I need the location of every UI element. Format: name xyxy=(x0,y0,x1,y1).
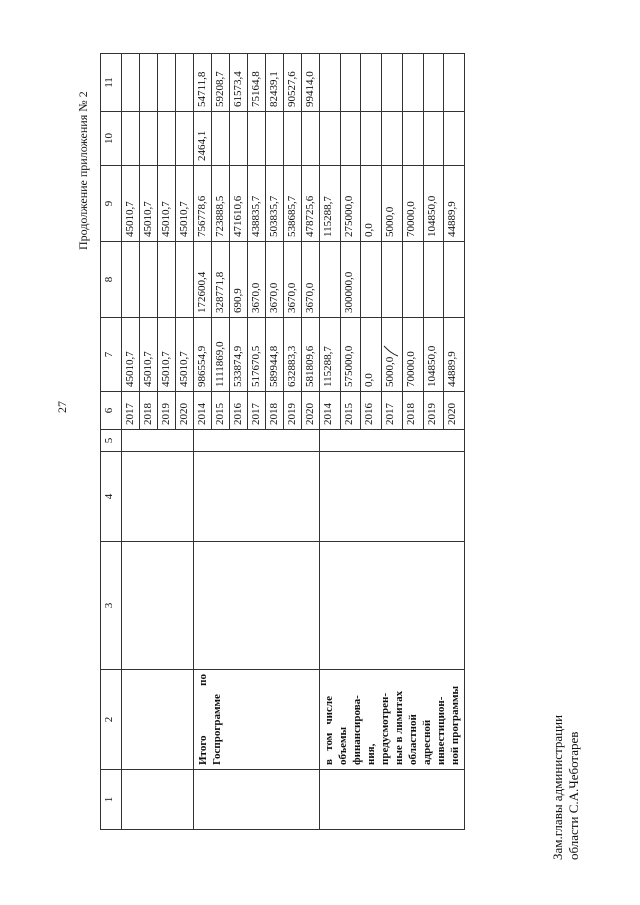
year-cell: 2017 xyxy=(122,392,140,430)
value-cell-c8 xyxy=(158,242,176,318)
value-cell-c8: 172600,4 xyxy=(194,242,212,318)
value-cell-c7: 45010,7 xyxy=(140,318,158,392)
value-cell-c11 xyxy=(158,54,176,112)
value-cell-c7: 115288,7 xyxy=(320,318,341,392)
column-number-1: 1 xyxy=(101,770,122,830)
value-cell-c10 xyxy=(122,112,140,166)
value-cell-c10 xyxy=(158,112,176,166)
value-cell-c10 xyxy=(361,112,382,166)
value-cell-c9: 45010,7 xyxy=(122,166,140,242)
value-cell-c7: 575000,0 xyxy=(340,318,361,392)
value-cell-c11 xyxy=(423,54,444,112)
year-cell: 2014 xyxy=(320,392,341,430)
value-cell-c7: 104850,0 xyxy=(423,318,444,392)
year-cell: 2014 xyxy=(194,392,212,430)
column-number-11: 11 xyxy=(101,54,122,112)
value-cell-c11 xyxy=(382,54,403,112)
year-cell: 2017 xyxy=(248,392,266,430)
value-cell-c10 xyxy=(212,112,230,166)
financing-table xyxy=(100,53,465,830)
value-cell-c10 xyxy=(382,112,403,166)
value-cell-c10 xyxy=(284,112,302,166)
value-cell-c8: 690,9 xyxy=(230,242,248,318)
value-cell-c11: 59208,7 xyxy=(212,54,230,112)
year-cell: 2018 xyxy=(140,392,158,430)
value-cell-c11 xyxy=(340,54,361,112)
value-cell-c8 xyxy=(122,242,140,318)
value-cell-c11: 75164,8 xyxy=(248,54,266,112)
value-cell-c10: 2464,1 xyxy=(194,112,212,166)
value-cell-c7: 986554,9 xyxy=(194,318,212,392)
value-cell-c8: 300000,0 xyxy=(340,242,361,318)
value-cell-c11: 82439,1 xyxy=(266,54,284,112)
pen-stroke-mark xyxy=(382,344,400,358)
total-label-line1 xyxy=(196,674,210,765)
value-cell-c7: 0,0 xyxy=(361,318,382,392)
value-cell-c9: 104850,0 xyxy=(423,166,444,242)
column-number-2: 2 xyxy=(101,670,122,770)
value-cell-c10 xyxy=(140,112,158,166)
value-cell-c9: 115288,7 xyxy=(320,166,341,242)
value-cell-c10 xyxy=(302,112,320,166)
total-row xyxy=(194,54,212,830)
value-cell-c7: 589944,8 xyxy=(266,318,284,392)
value-cell-c9: 70000,0 xyxy=(402,166,423,242)
value-cell-c10 xyxy=(266,112,284,166)
value-cell-c10 xyxy=(320,112,341,166)
column-number-10: 10 xyxy=(101,112,122,166)
invest-label-line: адресной xyxy=(421,719,433,765)
value-cell-c9: 538685,7 xyxy=(284,166,302,242)
value-cell-c9: 5000,0 xyxy=(382,166,403,242)
value-cell-c8: 3670,0 xyxy=(302,242,320,318)
value-cell-c10 xyxy=(230,112,248,166)
value-cell-c7: 581809,6 xyxy=(302,318,320,392)
column-number-6: 6 xyxy=(101,392,122,430)
value-cell-c8: 328771,8 xyxy=(212,242,230,318)
signature-name: области С.А.Чеботарев xyxy=(566,731,581,860)
value-cell-c11: 61573,4 xyxy=(230,54,248,112)
prev-empty-col-1 xyxy=(122,770,194,830)
invest-col3 xyxy=(320,542,465,670)
value-cell-c8 xyxy=(176,242,194,318)
value-cell-c10 xyxy=(248,112,266,166)
invest-col1 xyxy=(320,770,465,830)
value-cell-c8 xyxy=(361,242,382,318)
value-cell-c7: 632883,3 xyxy=(284,318,302,392)
prev-empty-col-5 xyxy=(122,430,194,452)
value-cell-c8 xyxy=(382,242,403,318)
year-cell: 2017 xyxy=(382,392,403,430)
invest-row xyxy=(320,54,341,830)
year-cell: 2019 xyxy=(158,392,176,430)
value-cell-c9: 45010,7 xyxy=(158,166,176,242)
year-cell: 2015 xyxy=(212,392,230,430)
total-col3 xyxy=(194,542,320,670)
year-cell: 2018 xyxy=(402,392,423,430)
value-cell-c8: 3670,0 xyxy=(266,242,284,318)
year-cell: 2015 xyxy=(340,392,361,430)
value-cell-c7: 533874,9 xyxy=(230,318,248,392)
value-cell-c9: 756778,6 xyxy=(194,166,212,242)
page-number: 27 xyxy=(55,401,69,413)
value-cell-c10 xyxy=(444,112,465,166)
value-cell-c8 xyxy=(320,242,341,318)
total-label-left: Итого xyxy=(197,735,209,765)
continuation-subtitle: Продолжение приложения № 2 xyxy=(76,91,90,250)
value-cell-c11: 54711,8 xyxy=(194,54,212,112)
rotated-landscape-content xyxy=(10,10,620,890)
column-number-row xyxy=(101,54,122,830)
value-cell-c7: 1111869,0 xyxy=(212,318,230,392)
value-cell-c7: 517670,5 xyxy=(248,318,266,392)
value-cell-c9: 45010,7 xyxy=(140,166,158,242)
value-cell-c11 xyxy=(122,54,140,112)
value-cell-c7: 45010,7 xyxy=(176,318,194,392)
value-cell-c8 xyxy=(140,242,158,318)
signature-position: Зам.главы администрации xyxy=(550,714,565,860)
invest-label-line: инвестицион- xyxy=(435,696,447,765)
value-cell-c11 xyxy=(444,54,465,112)
year-cell: 2020 xyxy=(176,392,194,430)
value-cell-c9: 503835,7 xyxy=(266,166,284,242)
total-label xyxy=(194,670,320,770)
year-cell: 2018 xyxy=(266,392,284,430)
value-cell-c11 xyxy=(320,54,341,112)
value-cell-c8: 3670,0 xyxy=(248,242,266,318)
value-cell-c8 xyxy=(444,242,465,318)
value-cell-c7: 5000,0 xyxy=(382,318,403,392)
value-cell-c9: 44889,9 xyxy=(444,166,465,242)
value-cell-c9: 275000,0 xyxy=(340,166,361,242)
signature-block xyxy=(550,715,582,860)
column-number-7: 7 xyxy=(101,318,122,392)
value-cell-c8: 3670,0 xyxy=(284,242,302,318)
value-cell-c7: 70000,0 xyxy=(402,318,423,392)
total-label-right: по xyxy=(197,674,209,686)
value-cell-c11: 99414,0 xyxy=(302,54,320,112)
value-cell-c9: 45010,7 xyxy=(176,166,194,242)
prev-empty-col-4 xyxy=(122,452,194,542)
value-cell-c11: 90527,6 xyxy=(284,54,302,112)
total-col4 xyxy=(194,452,320,542)
invest-label-line: объемы xyxy=(337,726,349,765)
invest-label-line: финансирова- xyxy=(351,695,363,765)
column-number-4: 4 xyxy=(101,452,122,542)
value-cell-c11 xyxy=(176,54,194,112)
invest-label-line: ной программы xyxy=(449,685,461,765)
year-cell: 2019 xyxy=(423,392,444,430)
column-number-8: 8 xyxy=(101,242,122,318)
value-cell-c7: 45010,7 xyxy=(158,318,176,392)
invest-label-line: в том числе xyxy=(323,696,335,765)
total-col5 xyxy=(194,430,320,452)
value-cell-c9: 438835,7 xyxy=(248,166,266,242)
value-cell-c11 xyxy=(140,54,158,112)
prev-empty-col-3 xyxy=(122,542,194,670)
invest-label-line: ния, xyxy=(365,743,377,765)
value-cell-c10 xyxy=(176,112,194,166)
year-cell: 2016 xyxy=(230,392,248,430)
invest-label-line: ные в лимитах xyxy=(393,690,405,765)
year-cell: 2019 xyxy=(284,392,302,430)
invest-label-line: предусмотрен- xyxy=(379,692,391,765)
value-cell-c10 xyxy=(340,112,361,166)
year-cell: 2020 xyxy=(302,392,320,430)
total-label-line2: Госпрограмме xyxy=(211,694,223,765)
value-cell-c7: 44889,9 xyxy=(444,318,465,392)
prev-empty-col-2 xyxy=(122,670,194,770)
value-cell-c11 xyxy=(402,54,423,112)
value-cell-c7: 45010,7 xyxy=(122,318,140,392)
value-cell-c9: 478725,6 xyxy=(302,166,320,242)
year-cell: 2020 xyxy=(444,392,465,430)
invest-col4 xyxy=(320,452,465,542)
value-cell-c8 xyxy=(423,242,444,318)
column-number-9: 9 xyxy=(101,166,122,242)
value-cell-c10 xyxy=(402,112,423,166)
value-cell-c8 xyxy=(402,242,423,318)
prev-section-row xyxy=(122,54,140,830)
year-cell: 2016 xyxy=(361,392,382,430)
value-cell-c10 xyxy=(423,112,444,166)
value-cell-c9: 723888,5 xyxy=(212,166,230,242)
total-col1 xyxy=(194,770,320,830)
invest-label-line: областной xyxy=(407,714,419,765)
value-cell-c9: 471610,6 xyxy=(230,166,248,242)
value-cell-c9: 0,0 xyxy=(361,166,382,242)
value-cell-c11 xyxy=(361,54,382,112)
column-number-5: 5 xyxy=(101,430,122,452)
column-number-3: 3 xyxy=(101,542,122,670)
invest-label xyxy=(320,670,465,770)
invest-col5 xyxy=(320,430,465,452)
